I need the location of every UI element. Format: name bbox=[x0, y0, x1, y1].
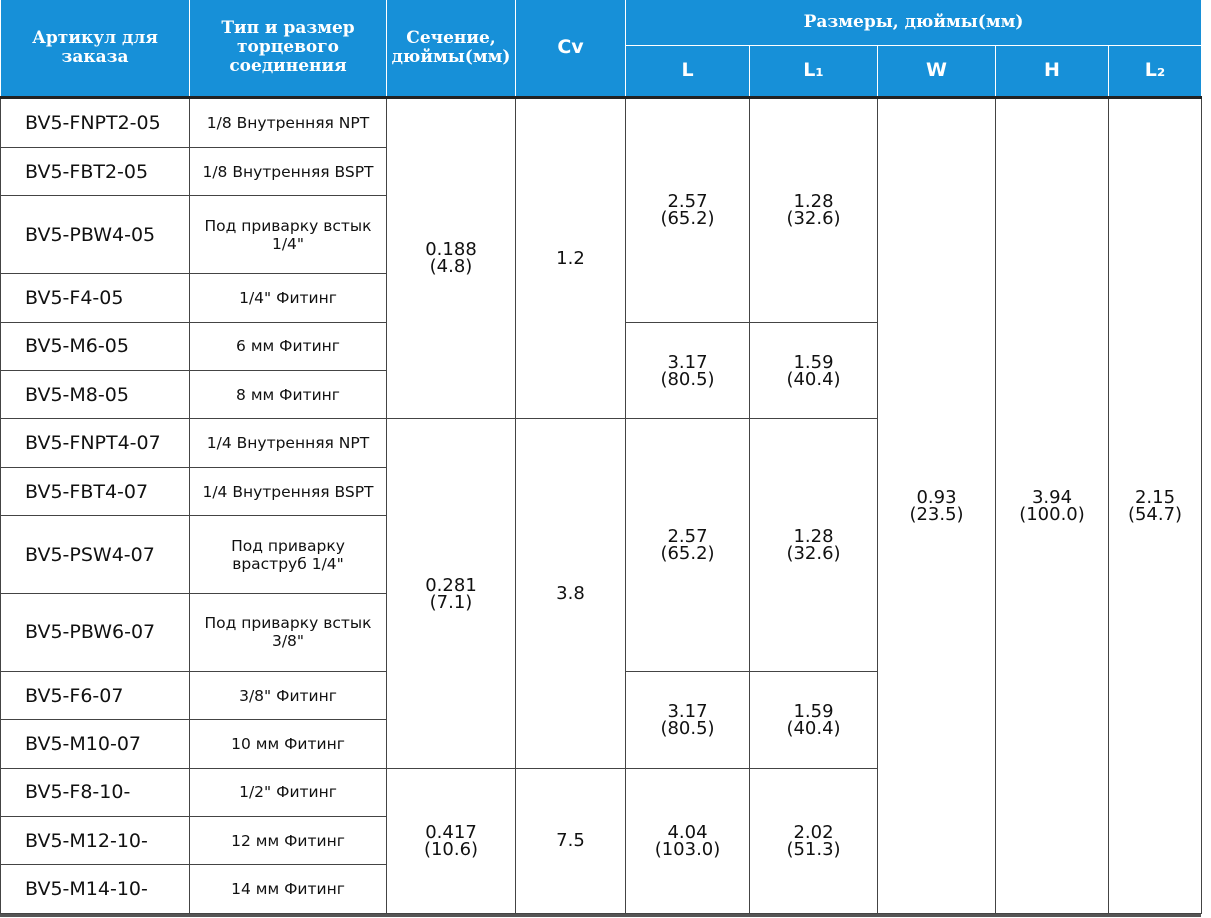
article-cell: BV5-FBT4-07 bbox=[1, 467, 190, 515]
type-cell: 1/4 Внутренняя BSPT bbox=[190, 467, 387, 515]
section-cell: 0.281 (7.1) bbox=[387, 419, 516, 768]
article-cell: BV5-M8-05 bbox=[1, 371, 190, 419]
article-cell: BV5-M6-05 bbox=[1, 322, 190, 370]
header-dimensions: Размеры, дюймы(мм) bbox=[626, 0, 1202, 45]
type-cell: Под приварку враструб 1/4" bbox=[190, 516, 387, 594]
header-section: Сечение, дюймы(мм) bbox=[387, 0, 516, 97]
L1-cell: 1.28 (32.6) bbox=[750, 97, 878, 322]
article-cell: BV5-PBW4-05 bbox=[1, 196, 190, 274]
bottom-rule bbox=[0, 914, 1201, 917]
article-cell: BV5-M14-10- bbox=[1, 865, 190, 914]
L1-cell: 1.59 (40.4) bbox=[750, 671, 878, 768]
article-cell: BV5-M10-07 bbox=[1, 720, 190, 768]
type-cell: 1/2" Фитинг bbox=[190, 768, 387, 816]
article-cell: BV5-PBW6-07 bbox=[1, 594, 190, 672]
type-cell: 1/8 Внутренняя BSPT bbox=[190, 148, 387, 196]
cv-cell: 3.8 bbox=[516, 419, 626, 768]
L1-cell: 1.59 (40.4) bbox=[750, 322, 878, 419]
article-cell: BV5-FBT2-05 bbox=[1, 148, 190, 196]
H-cell: 3.94 (100.0) bbox=[996, 97, 1109, 914]
article-cell: BV5-FNPT2-05 bbox=[1, 97, 190, 148]
article-cell: BV5-PSW4-07 bbox=[1, 516, 190, 594]
article-cell: BV5-F4-05 bbox=[1, 274, 190, 322]
article-cell: BV5-M12-10- bbox=[1, 817, 190, 865]
type-cell: 12 мм Фитинг bbox=[190, 817, 387, 865]
section-cell: 0.188 (4.8) bbox=[387, 97, 516, 419]
type-cell: 6 мм Фитинг bbox=[190, 322, 387, 370]
section-cell: 0.417 (10.6) bbox=[387, 768, 516, 913]
cv-cell: 1.2 bbox=[516, 97, 626, 419]
table-row bbox=[1, 97, 1202, 148]
type-cell: 1/4 Внутренняя NPT bbox=[190, 419, 387, 467]
L-cell: 3.17 (80.5) bbox=[626, 322, 750, 419]
cv-cell: 7.5 bbox=[516, 768, 626, 913]
header-L: L bbox=[626, 45, 750, 97]
type-cell: 1/8 Внутренняя NPT bbox=[190, 97, 387, 148]
header-W: W bbox=[878, 45, 996, 97]
type-cell: 14 мм Фитинг bbox=[190, 865, 387, 914]
article-cell: BV5-F8-10- bbox=[1, 768, 190, 816]
article-cell: BV5-FNPT4-07 bbox=[1, 419, 190, 467]
header-L1: L₁ bbox=[750, 45, 878, 97]
header-cv: Cv bbox=[516, 0, 626, 97]
type-cell: 1/4" Фитинг bbox=[190, 274, 387, 322]
type-cell: 3/8" Фитинг bbox=[190, 671, 387, 719]
L-cell: 3.17 (80.5) bbox=[626, 671, 750, 768]
L-cell: 2.57 (65.2) bbox=[626, 419, 750, 672]
type-cell: 8 мм Фитинг bbox=[190, 371, 387, 419]
type-cell: Под приварку встык 1/4" bbox=[190, 196, 387, 274]
header-connection-type: Тип и размер торцевого соединения bbox=[190, 0, 387, 97]
L2-cell: 2.15 (54.7) bbox=[1109, 97, 1202, 914]
L1-cell: 1.28 (32.6) bbox=[750, 419, 878, 672]
type-cell: Под приварку встык 3/8" bbox=[190, 594, 387, 672]
L1-cell: 2.02 (51.3) bbox=[750, 768, 878, 913]
header-H: H bbox=[996, 45, 1109, 97]
W-cell: 0.93 (23.5) bbox=[878, 97, 996, 914]
L-cell: 4.04 (103.0) bbox=[626, 768, 750, 913]
type-cell: 10 мм Фитинг bbox=[190, 720, 387, 768]
L-cell: 2.57 (65.2) bbox=[626, 97, 750, 322]
header-article: Артикул для заказа bbox=[1, 0, 190, 97]
article-cell: BV5-F6-07 bbox=[1, 671, 190, 719]
header-L2: L₂ bbox=[1109, 45, 1202, 97]
